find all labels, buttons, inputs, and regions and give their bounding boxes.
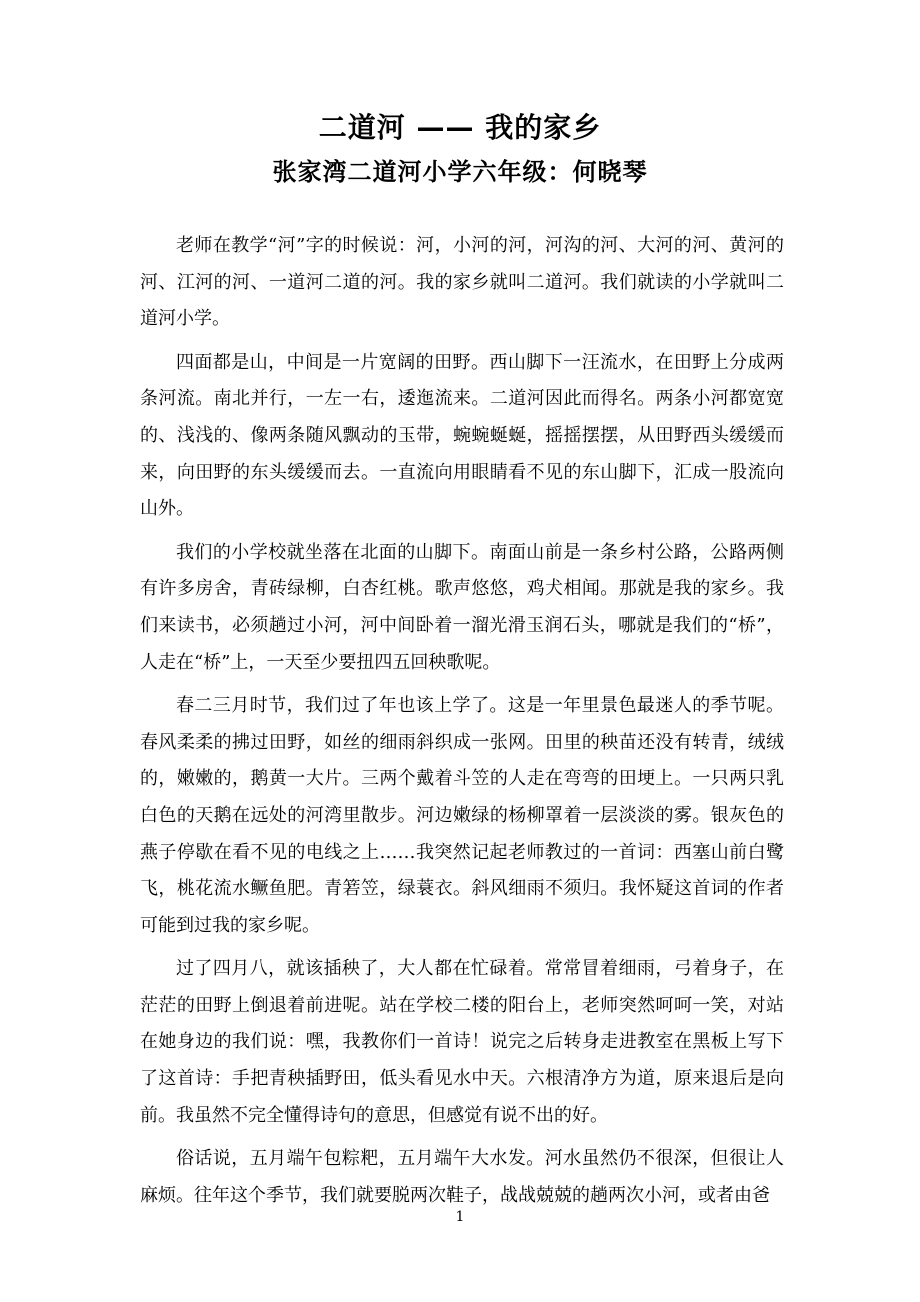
document-title: 二道河 —— 我的家乡 — [318, 111, 602, 144]
paragraph: 我们的小学校就坐落在北面的山脚下。南面山前是一条乡村公路，公路两侧有许多房舍，青砖绿柳，白杏红桃。歌声悠悠，鸡犬相闻。那就是我的家乡。我们来读书，必须趟过小河，河中间卧着一溜光滑玉润石头，哪就是我们的“桥”，人走在“桥”上，一天至少要扭四五回秧歌呢。 — [140, 541, 784, 673]
document-body — [140, 228, 784, 1221]
paragraph: 过了四月八，就该插秧了，大人都在忙碌着。常常冒着细雨，弓着身子，在茫茫的田野上倒退着前进呢。站在学校二楼的阳台上，老师突然呵呵一笑，对站在她身边的我们说：嘿，我教你们一首诗！说完之后转身走进教室在黑板上写下了这首诗：手把青秧插野田，低头看见水中天。六根清净方为道，原来退后是向前。我虽然不完全懂得诗句的意思，但感觉有说不出的好。 — [140, 958, 784, 1126]
paragraph: 春二三月时节，我们过了年也该上学了。这是一年里景色最迷人的季节呢。春风柔柔的拂过田野，如丝的细雨斜织成一张网。田里的秧苗还没有转青，绒绒的，嫩嫩的，鹅黄一大片。三两个戴着斗笠的人走在弯弯的田埂上。一只两只乳白色的天鹅在远处的河湾里散步。河边嫩绿的杨柳罩着一层淡淡的雾。银灰色的燕子停歇在看不见的电线之上……我突然记起老师教过的一首词：西塞山前白鹭飞，桃花流水鳜鱼肥。青箬笠，绿蓑衣。斜风细雨不须归。我怀疑这首词的作者可能到过我的家乡呢。 — [140, 695, 784, 936]
paragraph: 老师在教学“河”字的时候说：河，小河的河，河沟的河、大河的河、黄河的河、江河的河、一道河二道的河。我的家乡就叫二道河。我们就读的小学就叫二道河小学。 — [140, 235, 784, 330]
paragraph: 四面都是山，中间是一片宽阔的田野。西山脚下一汪流水，在田野上分成两条河流。南北并行，一左一右，逶迤流来。二道河因此而得名。两条小河都宽宽的、浅浅的、像两条随风飘动的玉带，蜿蜿蜒蜒，摇摇摆摆，从田野西头缓缓而来，向田野的东头缓缓而去。一直流向用眼睛看不见的东山脚下，汇成一股流向山外。 — [140, 351, 784, 520]
paragraph: 俗话说，五月端午包粽粑，五月端午大水发。河水虽然仍不很深，但很让人麻烦。往年这个季节，我们就要脱两次鞋子，战战兢兢的趟两次小河，或者由爸 — [140, 1148, 784, 1206]
document-subtitle: 张家湾二道河小学六年级：何晓琴 — [272, 158, 648, 186]
page-number: 1 — [455, 1209, 465, 1225]
